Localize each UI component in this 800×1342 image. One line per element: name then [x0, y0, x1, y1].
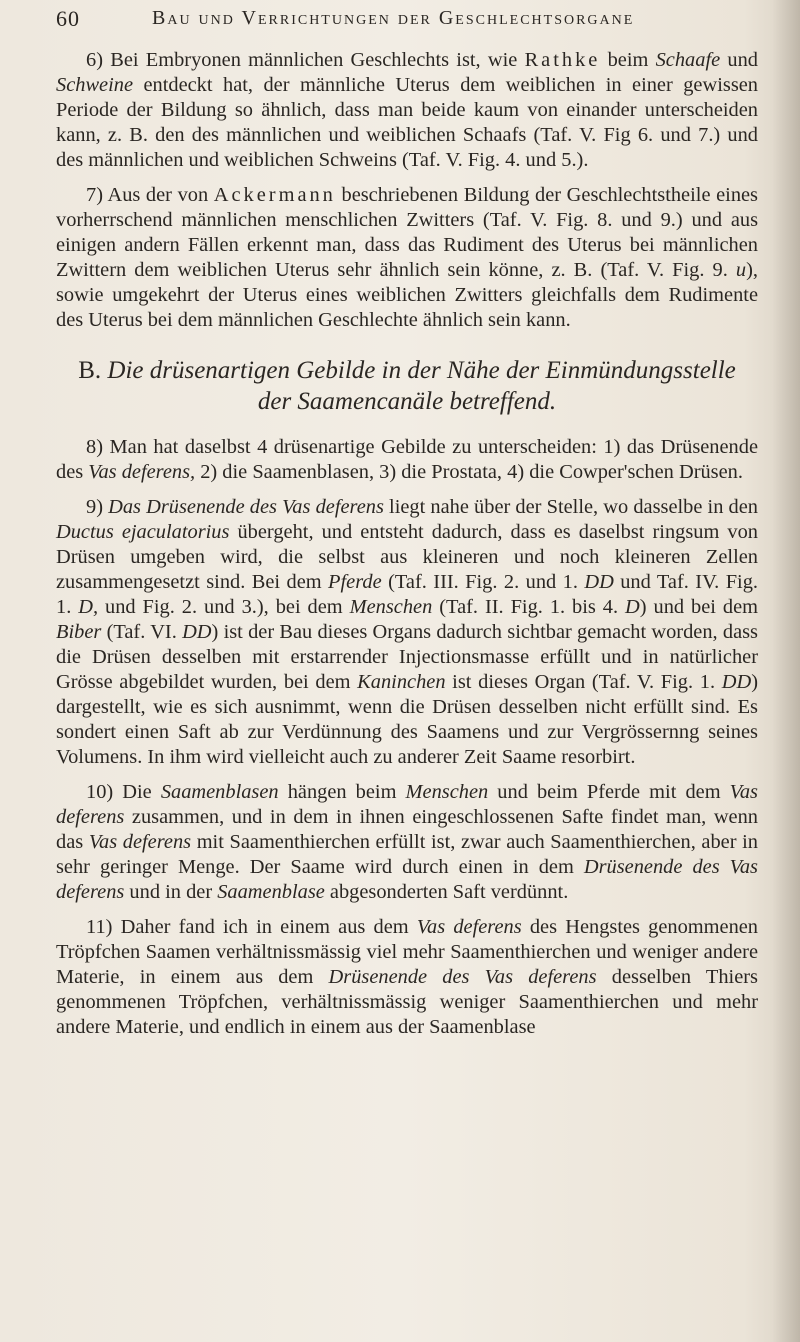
text-run: abgesonderten Saft verdünnt.: [324, 881, 569, 903]
text-run: beim: [600, 49, 656, 71]
page-edge-shadow: [772, 0, 800, 1342]
italic-term: Saamenblasen: [160, 781, 279, 803]
running-head: Bau und Verrichtungen der Geschlechtsorgane: [152, 7, 635, 29]
text-run: übergeht, und entsteht dadurch, dass es daselbst ringsum von Drüsen umgeben wird, die selbst aus kleineren und noch kleineren Zellen zusammengesetzt sind. Bei dem: [56, 521, 758, 593]
italic-term: Saamenblase: [217, 881, 325, 903]
italic-term: Menschen: [405, 781, 489, 803]
text-run: 11) Daher fand ich in einem aus dem: [86, 916, 417, 938]
italic-term: Vas deferens: [416, 916, 522, 938]
text-run: desselben Thiers genommenen Tröpfchen, verhältnissmässig weniger Saamenthierchen und mehr andere Materie, und endlich in einem aus der Saamenblase: [56, 966, 758, 1038]
text-run: und Fig. 2. und 3.), bei dem: [98, 596, 350, 618]
paragraph-10: [56, 780, 758, 905]
italic-term: Drüsenende des Vas deferens: [328, 966, 597, 988]
italic-term: Menschen: [349, 596, 433, 618]
text-run: 8) Man hat daselbst 4 drüsenartige Gebilde zu unterscheiden: 1) das Drüsenende des: [56, 436, 758, 483]
paragraph-7: [56, 183, 758, 333]
italic-term: Vas deferens: [88, 831, 192, 853]
italic-term: DD: [182, 621, 212, 643]
text-run: ) ist der Bau dieses Organs dadurch sichtbar gemacht worden, dass die Drüsen desselben mit erstarrender Injectionsmasse erfüllt und in natürlicher Grösse abgebildet wurden, bei dem: [56, 621, 758, 693]
text-run: (Taf. VI.: [101, 621, 183, 643]
italic-term: Vas deferens,: [88, 461, 196, 483]
italic-term: u: [735, 259, 747, 281]
text-run: und in der: [124, 881, 218, 903]
section-heading: [56, 355, 758, 417]
text-run: (Taf. II. Fig. 1. bis 4.: [432, 596, 626, 618]
paragraph-6: [56, 48, 758, 173]
text-run: 7) Aus der von: [86, 184, 214, 206]
text-run: ) und bei dem: [639, 596, 759, 618]
text-run: hängen beim: [278, 781, 406, 803]
italic-term: Schweine: [56, 74, 134, 96]
page-body: [56, 48, 758, 1050]
paragraph-11: [56, 915, 758, 1040]
text-run: 9): [86, 496, 109, 518]
text-run: beschriebenen Bildung der Geschlechtstheile eines vorherrschend männlichen menschlichen Zwitters (Taf. V. Fig. 8. und 9.) und aus einigen andern Fällen erkennt man, dass das Rudiment des Uterus bei männlichen Zwittern dem weiblichen Uterus sehr ähnlich sein könne, z. B. (Taf. V. Fig. 9.: [56, 184, 758, 281]
text-run: zusammen, und in dem in ihnen eingeschlossenen Safte findet man, wenn das: [56, 806, 758, 853]
italic-term: DD: [721, 671, 752, 693]
heading-line-2: der Saamencanäle betreffend.: [257, 388, 557, 415]
text-run: ), sowie umgekehrt der Uterus eines weiblichen Zwitters gleichfalls dem Rudimente des Uterus bei dem männlichen Geschlechte ähnlich sein kann.: [56, 259, 758, 331]
italic-term: Kaninchen: [357, 671, 446, 693]
italic-term: Ductus ejaculatorius: [56, 521, 230, 543]
italic-term: DD: [584, 571, 614, 593]
paragraph-8: [56, 435, 758, 485]
italic-term: Pferde: [328, 571, 382, 593]
italic-term: D: [625, 596, 640, 618]
text-run: des Hengstes genommenen Tröpfchen Saamen verhältnissmässig viel mehr Saamenthierchen und weniger andere Materie, in einem aus dem: [56, 916, 759, 988]
text-run: ist dieses Organ (Taf. V. Fig. 1.: [445, 671, 722, 693]
italic-term: Biber: [56, 621, 102, 643]
italic-term: Vas deferens: [56, 781, 758, 828]
text-run: und: [720, 49, 758, 71]
italic-term: D,: [78, 596, 99, 618]
text-run: 10) Die: [86, 781, 161, 803]
text-run: 2) die Saamenblasen, 3) die Prostata, 4) die Cowper'schen Drüsen.: [195, 461, 743, 483]
italic-term: Das Drüsenende des Vas deferens: [108, 496, 384, 518]
text-run: und Taf. IV. Fig. 1.: [56, 571, 758, 618]
text-run: entdeckt hat, der männliche Uterus dem weiblichen in einer gewissen Periode der Bildung so ähnlich, dass man beide kaum von einander unterscheiden kann, z. B. den des männlichen und weiblichen Schaafs (Taf. V. Fig 6. und 7.) und des männlichen und weiblichen Schweins (Taf. V. Fig. 4. und 5.).: [56, 74, 758, 171]
text-run: 6) Bei Embryonen männlichen Geschlechts ist, wie: [86, 49, 525, 71]
italic-term: Drüsenende des Vas deferens: [56, 856, 758, 903]
page-number: 60: [56, 6, 80, 31]
text-run: (Taf. III. Fig. 2. und 1.: [381, 571, 585, 593]
text-run: mit Saamenthierchen erfüllt ist, zwar auch Saamenthierchen, aber in sehr geringer Menge. Der Saame wird durch einen in dem: [56, 831, 758, 878]
page-header: [56, 6, 758, 40]
author-name: Ackermann: [213, 184, 336, 206]
heading-line-1: Die drüsenartigen Gebilde in der Nähe der Einmündungsstelle: [107, 357, 736, 384]
text-run: liegt nahe über der Stelle, wo dasselbe in den: [383, 496, 758, 518]
paragraph-9: [56, 495, 758, 770]
text-run: ) dargestellt, wie es sich ausnimmt, wenn die Drüsen desselben nicht erfüllt sind. Es sondert einen Saft ab zur Verdünnung des Saamens und zur Vergrössernng seines Volumens. In ihm wird vielleicht auch zu anderer Zeit Saame resorbirt.: [56, 671, 758, 768]
section-letter: B.: [78, 357, 102, 384]
text-run: und beim Pferde mit dem: [488, 781, 730, 803]
italic-term: Schaafe: [655, 49, 721, 71]
author-name: Rathke: [524, 49, 601, 71]
